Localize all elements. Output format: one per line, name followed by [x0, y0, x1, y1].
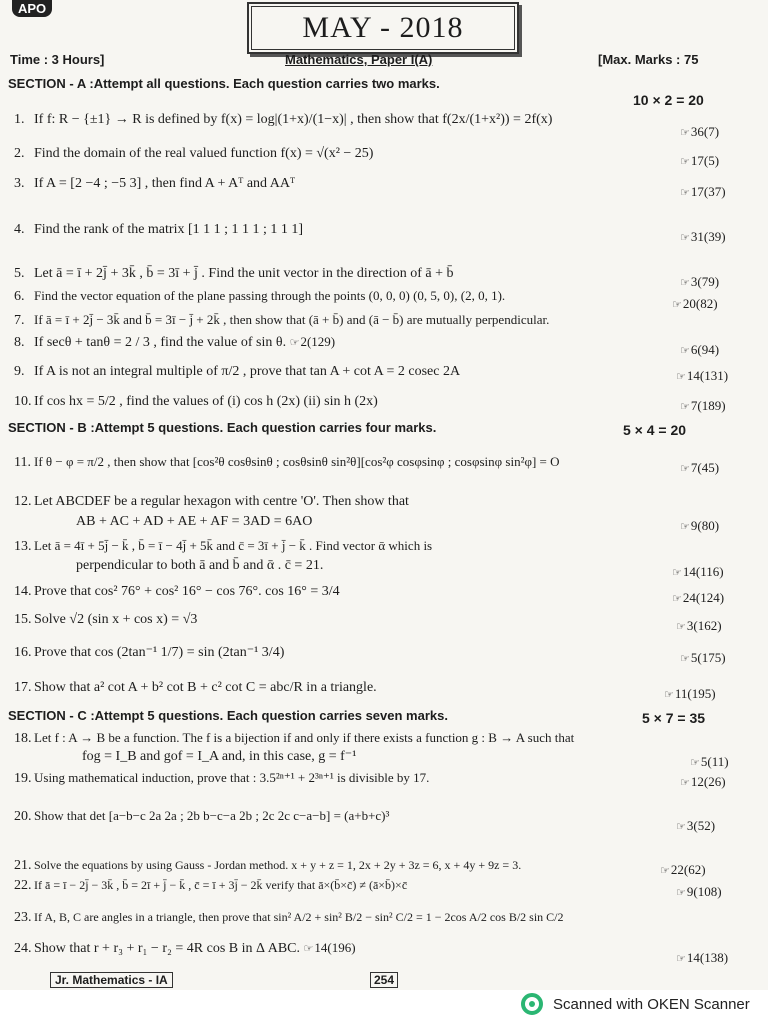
question-20: 20. Show that det [a−b−c 2a 2a ; 2b b−c−a 2b ; 2c 2c c−a−b] = (a+b+c)³ — [14, 808, 390, 824]
question-18: 18. Let f : A → B be a function. The f is a bijection if and only if there exists a function g : B → A such that — [14, 730, 575, 746]
ref-20: ☞3(52) — [676, 818, 716, 833]
ref-16: ☞5(175) — [680, 650, 726, 665]
pointing-hand-icon: ☞ — [672, 566, 682, 579]
pointing-hand-icon: ☞ — [690, 756, 700, 769]
ref-15: ☞3(162) — [676, 618, 722, 633]
scanner-watermark-text: Scanned with OKEN Scanner — [553, 996, 750, 1013]
pointing-hand-icon: ☞ — [680, 231, 690, 244]
question-18-line-2: fog = I_B and gof = I_A and, in this case, g = f⁻¹ — [82, 749, 357, 764]
question-7: 7. If ā = ī + 2j̄ − 3k̄ and b̄ = 3ī − j̄ + 2k̄ , then show that (ā + b̄) and (ā − b̄) are mutually perpendicular. — [14, 312, 550, 328]
question-17: 17. Show that a² cot A + b² cot B + c² cot C = abc/R in a triangle. — [14, 680, 377, 695]
question-21: 21. Solve the equations by using Gauss - Jordan method. x + y + z = 1, 2x + 2y + 3z = 6, x + 4y + 9z = 3. — [14, 858, 522, 873]
question-19: 19. Using mathematical induction, prove that : 3.5²ⁿ⁺¹ + 2³ⁿ⁺¹ is divisible by 17. — [14, 770, 430, 786]
ref-11: ☞7(45) — [680, 460, 720, 475]
ref-18: ☞5(11) — [690, 754, 729, 769]
ref-22: ☞9(108) — [676, 884, 722, 899]
question-23: 23. If A, B, C are angles in a triangle, then prove that sin² A/2 + sin² B/2 − sin² C/2 = 1 − 2cos A/2 cos B/2 sin C/2 — [14, 910, 564, 925]
pointing-hand-icon: ☞ — [680, 462, 690, 475]
ref-4: ☞31(39) — [680, 229, 726, 244]
time-label: Time : 3 Hours] — [10, 52, 105, 67]
question-9: 9. If A is not an integral multiple of π/2 , prove that tan A + cot A = 2 cosec 2A — [14, 364, 461, 379]
pointing-hand-icon: ☞ — [680, 652, 690, 665]
question-12-line-2: AB + AC + AD + AE + AF = 3AD = 6AO — [76, 514, 313, 529]
corner-label: APO — [12, 0, 52, 17]
ref-5: ☞3(79) — [680, 274, 720, 289]
ref-12: ☞9(80) — [680, 518, 720, 533]
pointing-hand-icon: ☞ — [676, 952, 686, 965]
pointing-hand-icon: ☞ — [680, 276, 690, 289]
pointing-hand-icon: ☞ — [672, 298, 682, 311]
question-8: 8. If secθ + tanθ = 2 / 3 , find the value of sin θ. ☞2(129) — [14, 334, 336, 350]
ref-3: ☞17(37) — [680, 184, 726, 199]
section-c-marks: 5 × 7 = 35 — [642, 710, 706, 726]
question-13-line-2: perpendicular to both ā and b̄ and ᾱ . c̄ = 21. — [76, 558, 324, 573]
ref-13: ☞14(116) — [672, 564, 724, 579]
question-6: 6. Find the vector equation of the plane passing through the points (0, 0, 0) (0, 5, 0), (2, 0, 1). — [14, 288, 506, 304]
question-14: 14. Prove that cos² 76° + cos² 16° − cos 76°. cos 16° = 3/4 — [14, 584, 340, 599]
question-5: 5. Let ā = ī + 2j̄ + 3k̄ , b̄ = 3ī + j̄ . Find the unit vector in the direction of ā + b̄ — [14, 266, 454, 281]
page-number: 254 — [370, 972, 398, 988]
question-16: 16. Prove that cos (2tan⁻¹ 1/7) = sin (2tan⁻¹ 3/4) — [14, 645, 285, 660]
question-13: 13. Let ā = 4ī + 5j̄ − k̄ , b̄ = ī − 4j̄ + 5k̄ and c̄ = 3ī + j̄ − k̄ . Find vector ᾱ which is — [14, 538, 433, 554]
question-12: 12. Let ABCDEF be a regular hexagon with centre 'O'. Then show that — [14, 494, 409, 509]
pointing-hand-icon: ☞ — [664, 688, 674, 701]
ref-14: ☞24(124) — [672, 590, 725, 605]
section-a-heading: SECTION - A :Attempt all questions. Each question carries two marks. — [8, 76, 440, 91]
ref-21: ☞22(62) — [660, 862, 706, 877]
ref-1: ☞36(7) — [680, 124, 720, 139]
pointing-hand-icon: ☞ — [680, 776, 690, 789]
pointing-hand-icon: ☞ — [680, 520, 690, 533]
pointing-hand-icon: ☞ — [680, 400, 690, 413]
pointing-hand-icon: ☞ — [680, 126, 690, 139]
question-10: 10. If cos hx = 5/2 , find the values of (i) cos h (2x) (ii) sin h (2x) — [14, 394, 378, 409]
question-24: 24. Show that r + r₃ + r₁ − r₂ = 4R cos B in Δ ABC. ☞14(196) — [14, 940, 356, 956]
book-title: Jr. Mathematics - IA — [50, 972, 173, 988]
exam-title: MAY - 2018 — [247, 2, 519, 54]
pointing-hand-icon: ☞ — [676, 886, 686, 899]
section-b-marks: 5 × 4 = 20 — [623, 422, 687, 438]
ref-8: ☞6(94) — [680, 342, 720, 357]
oken-scanner-logo-icon — [518, 992, 546, 1016]
pointing-hand-icon: ☞ — [660, 864, 670, 877]
pointing-hand-icon: ☞ — [303, 942, 314, 955]
ref-17: ☞11(195) — [664, 686, 716, 701]
pointing-hand-icon: ☞ — [672, 592, 682, 605]
paper-title: Mathematics, Paper I(A) — [285, 52, 433, 67]
ref-2: ☞17(5) — [680, 153, 720, 168]
ref-9: ☞14(131) — [676, 368, 729, 383]
question-15: 15. Solve √2 (sin x + cos x) = √3 — [14, 612, 198, 627]
section-b-heading: SECTION - B :Attempt 5 questions. Each question carries four marks. — [8, 420, 437, 435]
question-11: 11. If θ − φ = π/2 , then show that [cos²θ cosθsinθ ; cosθsinθ sin²θ][cos²φ cosφsinφ ; cosφsinφ sin²φ] = O — [14, 454, 560, 470]
question-22: 22. If ā = ī − 2j̄ − 3k̄ , b̄ = 2ī + j̄ − k̄ , c̄ = ī + 3j̄ − 2k̄ verify that ā×(b̄×c̄) ≠ (ā×b̄)×c̄ — [14, 878, 408, 893]
section-c-heading: SECTION - C :Attempt 5 questions. Each question carries seven marks. — [8, 708, 448, 723]
pointing-hand-icon: ☞ — [676, 370, 686, 383]
question-1: 1. If f: R − {±1} → R is defined by f(x) = log|(1+x)/(1−x)| , then show that f(2x/(1+x²)) = 2f(x) — [14, 112, 553, 127]
ref-19: ☞12(26) — [680, 774, 726, 789]
pointing-hand-icon: ☞ — [676, 620, 686, 633]
ref-10: ☞7(189) — [680, 398, 726, 413]
pointing-hand-icon: ☞ — [676, 820, 686, 833]
question-2: 2. Find the domain of the real valued function f(x) = √(x² − 25) — [14, 146, 374, 161]
pointing-hand-icon: ☞ — [289, 336, 300, 349]
max-marks: [Max. Marks : 75 — [598, 52, 699, 67]
ref-6: ☞20(82) — [672, 296, 718, 311]
pointing-hand-icon: ☞ — [680, 344, 690, 357]
ref-24: ☞14(138) — [676, 950, 729, 965]
question-4: 4. Find the rank of the matrix [1 1 1 ; 1 1 1 ; 1 1 1] — [14, 222, 304, 237]
pointing-hand-icon: ☞ — [680, 186, 690, 199]
question-3: 3. If A = [2 −4 ; −5 3] , then find A + Aᵀ and AAᵀ — [14, 176, 296, 191]
pointing-hand-icon: ☞ — [680, 155, 690, 168]
section-a-marks: 10 × 2 = 20 — [633, 92, 704, 108]
